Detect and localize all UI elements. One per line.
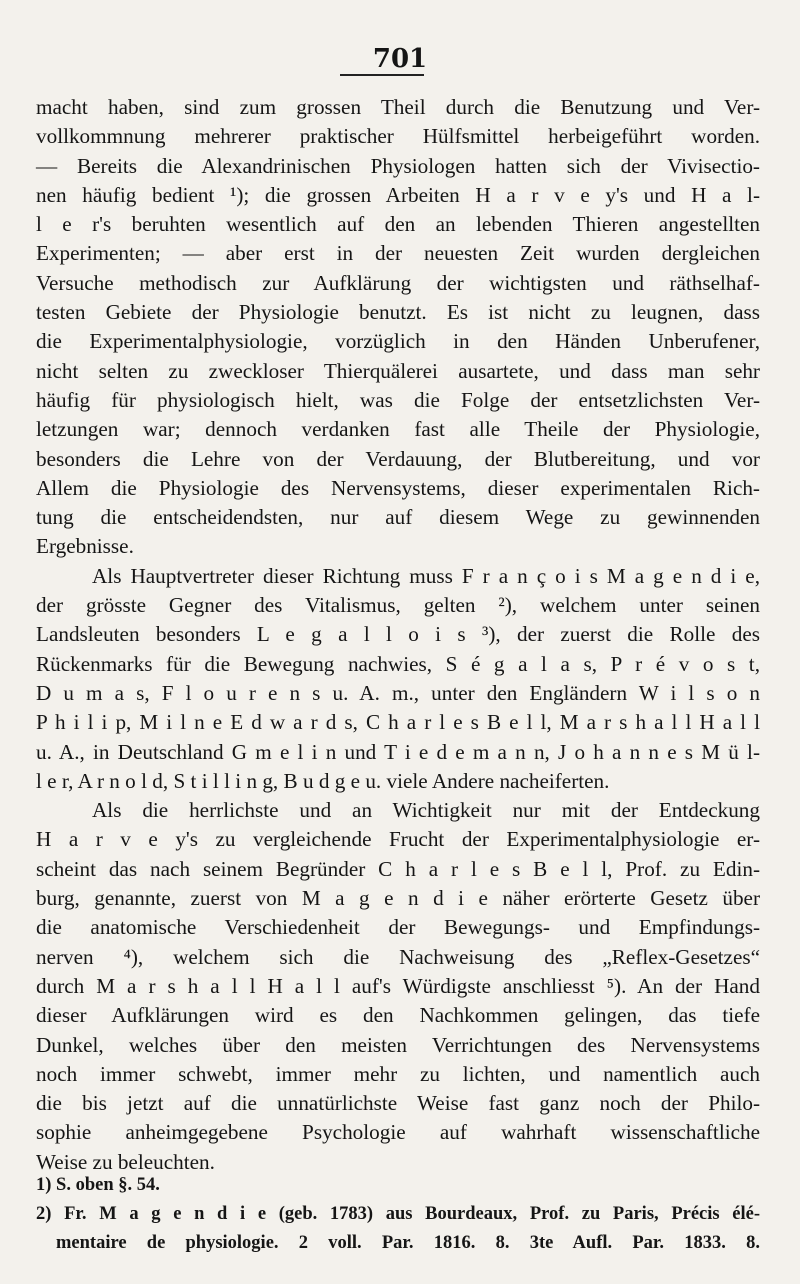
text-line: u. A., in Deutschland G m e l i n und T i e d e m a n n, J o h a n n e s M ü l- xyxy=(36,739,760,764)
text-line: besonders die Lehre von der Verdauung, der Blutbereitung, und vor xyxy=(36,446,760,471)
text-line: macht haben, sind zum grossen Theil durch die Benutzung und Ver- xyxy=(36,95,760,119)
text-line: letzungen war; dennoch verdanken fast alle Theile der Physiologie, xyxy=(36,417,760,442)
text-line: Weise zu beleuchten. xyxy=(36,1149,215,1174)
body-text xyxy=(36,93,760,1177)
footnotes xyxy=(36,1171,760,1258)
text-line: nerven ⁴), welchem sich die Nachweisung des „Reflex-Gesetzes“ xyxy=(36,944,760,969)
text-line: durch M a r s h a l l H a l l auf's Würdigste anschliesst ⁵). An der Hand xyxy=(36,973,760,998)
text-line: nicht selten zu zweckloser Thierquälerei ausartete, und dass man sehr xyxy=(36,358,760,383)
text-line: häufig für physiologisch hielt, was die Folge der entsetzlichsten Ver- xyxy=(36,387,760,412)
text-line: burg, genannte, zuerst von M a g e n d i e näher erörterte Gesetz über xyxy=(36,886,760,911)
text-line: Versuche methodisch zur Aufklärung der wichtigsten und räthselhaf- xyxy=(36,270,760,295)
footnote-2: 2) Fr. M a g e n d i e (geb. 1783) aus Bourdeaux, Prof. zu Paris, Précis élé- xyxy=(36,1204,760,1224)
text-line: die anatomische Verschiedenheit der Bewegungs- und Empfindungs- xyxy=(36,915,760,940)
text-line: scheint das nach seinem Begründer C h a r l e s B e l l, Prof. zu Edin- xyxy=(36,856,760,881)
text-line: Dunkel, welches über den meisten Verrichtungen des Nervensystems xyxy=(36,1032,760,1057)
text-line: Allem die Physiologie des Nervensystems, dieser experimentalen Rich- xyxy=(36,475,760,500)
text-line: dieser Aufklärungen wird es den Nachkommen gelingen, das tiefe xyxy=(36,1003,760,1028)
text-line: l e r's beruhten wesentlich auf den an lebenden Thieren angestellten xyxy=(36,212,760,237)
text-line: noch immer schwebt, immer mehr zu lichten, und namentlich auch xyxy=(36,1061,760,1086)
text-line: der grösste Gegner des Vitalismus, gelten ²), welchem unter seinen xyxy=(36,593,760,618)
text-line: Ergebnisse. xyxy=(36,534,134,559)
text-line: die bis jetzt auf die unnatürlichste Weise fast ganz noch der Philo- xyxy=(36,1091,760,1116)
text-line: — Bereits die Alexandrinischen Physiologen hatten sich der Vivisectio- xyxy=(36,153,760,178)
text-line: die Experimentalphysiologie, vorzüglich in den Händen Unberufener, xyxy=(36,329,760,354)
text-line: sophie anheimgegebene Psychologie auf wahrhaft wissenschaftliche xyxy=(36,1120,760,1145)
text-line: Landsleuten besonders L e g a l l o i s ³), der zuerst die Rolle des xyxy=(36,622,760,647)
text-line: Als die herrlichste und an Wichtigkeit nur mit der Entdeckung xyxy=(92,798,760,823)
text-line: vollkommnung mehrerer praktischer Hülfsmittel herbeigeführt worden. xyxy=(36,124,760,149)
text-line: D u m a s, F l o u r e n s u. A. m., unter den Engländern W i l s o n xyxy=(36,680,760,705)
footnote-1: 1) S. oben §. 54. xyxy=(36,1175,160,1195)
text-line: l e r, A r n o l d, S t i l l i n g, B u d g e u. viele Andere nacheiferten. xyxy=(36,768,610,793)
text-line: nen häufig bedient ¹); die grossen Arbeiten H a r v e y's und H a l- xyxy=(36,182,760,207)
text-line: Als Hauptvertreter dieser Richtung muss F r a n ç o i s M a g e n d i e, xyxy=(92,563,760,588)
page-number: 701 xyxy=(372,44,428,74)
text-line: tung die entscheidendsten, nur auf diesem Wege zu gewinnenden xyxy=(36,505,760,530)
text-line: Experimenten; — aber erst in der neuesten Zeit wurden dergleichen xyxy=(36,241,760,266)
footnote-2-continuation: mentaire de physiologie. 2 voll. Par. 1816. 8. 3te Aufl. Par. 1833. 8. xyxy=(56,1233,760,1253)
text-line: Rückenmarks für die Bewegung nachwies, S é g a l a s, P r é v o s t, xyxy=(36,651,760,676)
text-line: testen Gebiete der Physiologie benutzt. Es ist nicht zu leugnen, dass xyxy=(36,300,760,325)
text-line: P h i l i p, M i l n e E d w a r d s, C h a r l e s B e l l, M a r s h a l l H a l l xyxy=(36,710,760,735)
text-line: H a r v e y's zu vergleichende Frucht der Experimentalphysiologie er- xyxy=(36,827,760,852)
page-number-rule xyxy=(340,74,424,76)
